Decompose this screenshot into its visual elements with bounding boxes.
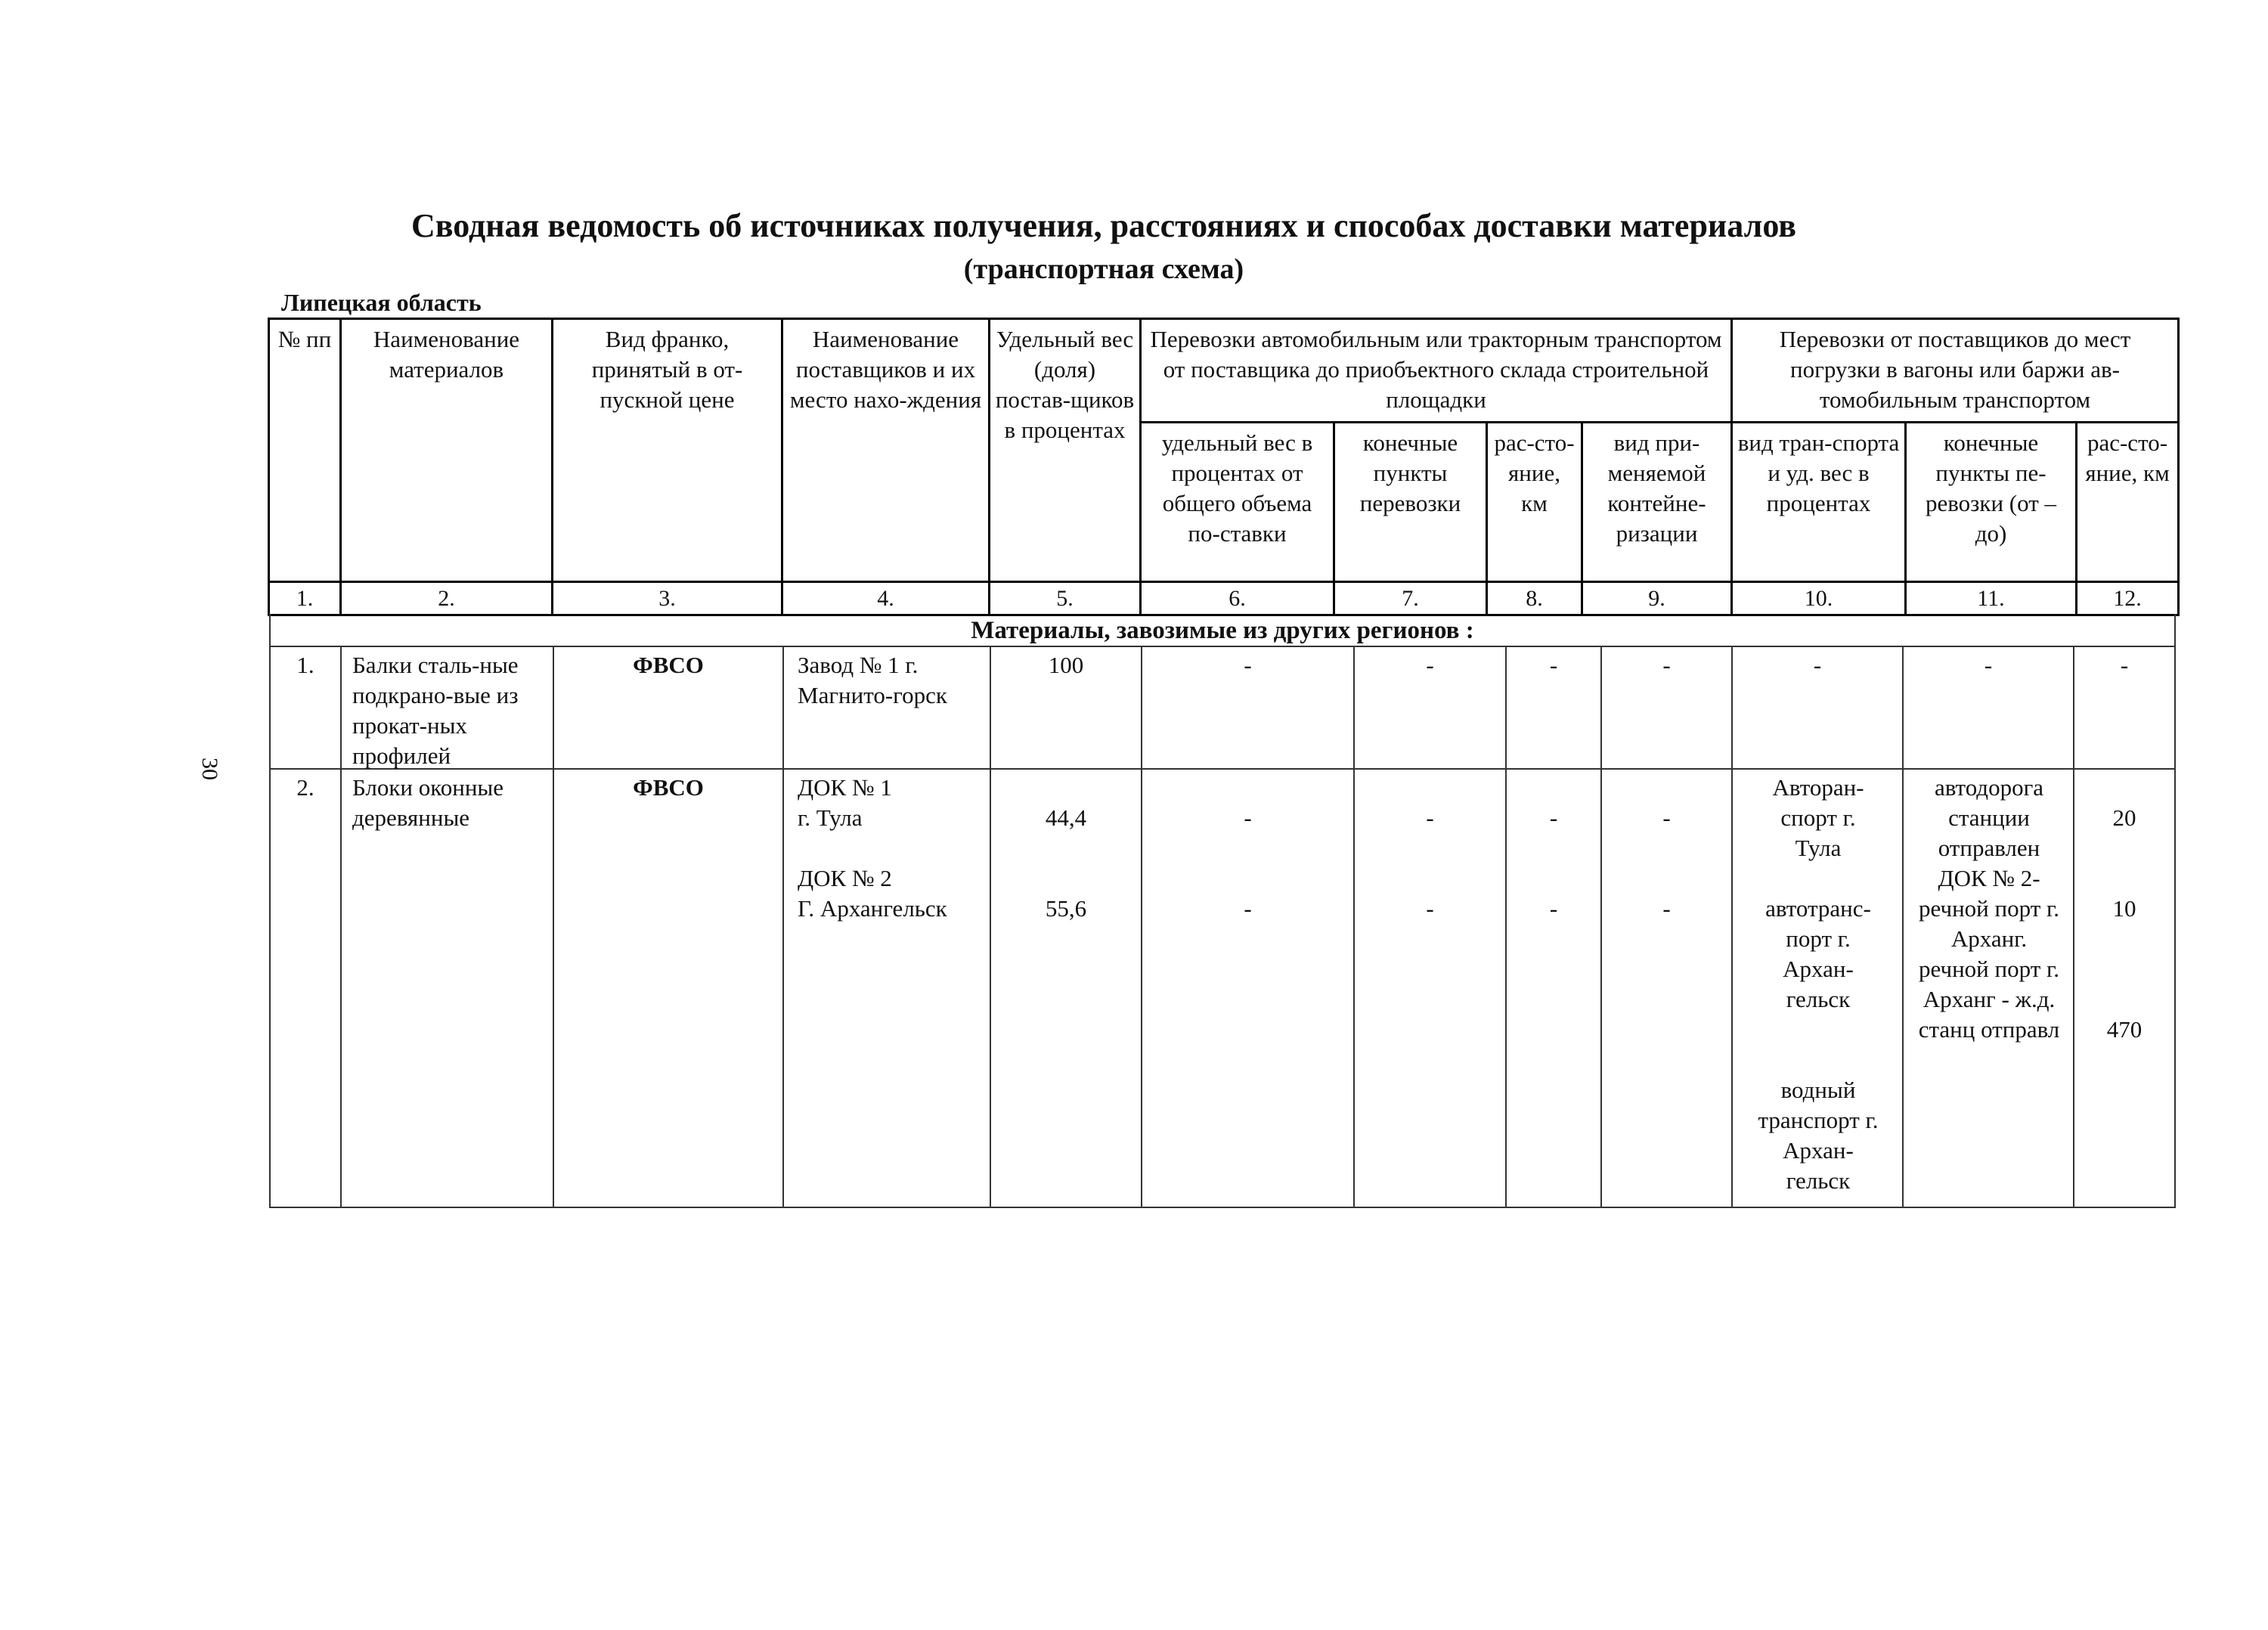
row-number: 2. [296,774,314,801]
distance-value: 10 [2112,895,2136,922]
column-number: 6. [1141,582,1334,615]
header-distance: рас-сто-яние, км [1487,423,1582,582]
franko-type: ФВСО [633,652,704,678]
table-row [269,770,2176,1208]
cell-supplier [782,647,990,768]
page-title: Сводная ведомость об источниках получения, расстояниях и способах доставки материалов [411,207,1797,244]
material-name: Балки сталь-ные подкрано-вые из прокат-ных профилей [352,652,519,769]
column-number: 9. [1582,582,1732,615]
column-number: 11. [1906,582,2077,615]
value-dash: - [1244,652,1252,678]
header-number: № пп [269,319,341,582]
column-number: 3. [553,582,782,615]
header-transport-type: вид тран-спорта и уд. вес в процентах [1732,423,1906,582]
cell-share [990,770,1141,1207]
value-dash: - [1426,895,1434,922]
supplier-name: Завод № 1 г. Магнито-горск [798,652,947,708]
page-number: 30 [197,758,222,780]
cell-end-points [1902,770,2073,1207]
supplier-name: ДОК № 1 [798,774,892,801]
value-dash: - [1244,895,1252,922]
header-supplier-share: Удельный вес (доля) постав-щиков в процентах [990,319,1141,582]
supplier-city: Г. Архангельск [798,895,947,922]
supplier-share: 55,6 [1045,895,1087,922]
route-entry: автодорога станции отправлен [1934,774,2044,861]
supplier-share: 44,4 [1045,804,1087,831]
header-franko: Вид франко, принятый в от-пускной цене [553,319,782,582]
column-number: 8. [1487,582,1582,615]
column-number: 4. [782,582,990,615]
distance-value: 470 [2106,1016,2143,1043]
header-share-of-volume: удельный вес в процентах от общего объема по-ставки [1141,423,1334,582]
cell-franko [553,770,782,1207]
cell-c8 [1505,770,1600,1207]
header-distance-km: рас-сто-яние, км [2077,423,2179,582]
cell-c11 [1902,647,2073,768]
value-dash: - [1662,804,1671,831]
cell-c9 [1600,770,1731,1207]
cell-c6 [1141,647,1353,768]
cell-supplier [782,770,990,1207]
header-group-auto-transport: Перевозки автомобильным или тракторным транспортом от поставщика до приобъектного склада строительной площадки [1141,319,1732,423]
cell-transport-type [1731,770,1902,1207]
cell-c12 [2073,647,2176,768]
cell-c8 [1505,647,1600,768]
value-dash: - [1426,804,1434,831]
column-number: 1. [269,582,341,615]
value-dash: - [1813,652,1822,678]
value-dash: - [1549,804,1558,831]
distance-value: 20 [2112,804,2136,831]
value-dash: - [1662,895,1671,922]
transport-entry: водный транспорт г. Архан-гельск [1758,1077,1879,1194]
franko-type: ФВСО [633,774,704,801]
value-dash: - [1662,652,1671,678]
transport-entry: Авторан-спорт г. Тула [1772,774,1864,861]
cell-number [269,647,340,768]
route-entry: ДОК № 2-речной порт г. Арханг. [1919,865,2059,952]
column-number: 7. [1334,582,1487,615]
header-end-points: конечные пункты перевозки [1334,423,1487,582]
column-number: 12. [2077,582,2179,615]
supplier-name: ДОК № 2 [798,865,892,891]
column-number: 5. [990,582,1141,615]
table-row [269,647,2176,770]
cell-c6 [1141,770,1353,1207]
header-material-name: Наименование материалов [341,319,553,582]
value-dash: - [1549,652,1558,678]
route-entry: речной порт г. Арханг - ж.д. станц отправл [1918,956,2060,1043]
section-title: Материалы, завозимые из других регионов : [269,614,2176,647]
row-number: 1. [296,652,314,678]
header-end-points-from-to: конечные пункты пе-ревозки (от – до) [1906,423,2077,582]
column-number: 10. [1732,582,1906,615]
value-dash: - [2120,652,2129,678]
cell-material [340,770,553,1207]
cell-c7 [1353,770,1505,1207]
supplier-city: г. Тула [798,804,863,831]
value-dash: - [1244,804,1252,831]
value-dash: - [1549,895,1558,922]
cell-share [990,647,1141,768]
supplier-share: 100 [1048,652,1084,678]
page-subtitle: (транспортная схема) [963,253,1244,285]
header-group-loading-transport: Перевозки от поставщиков до мест погрузки в вагоны или баржи ав-томобильным транспортом [1732,319,2179,423]
value-dash: - [1426,652,1434,678]
cell-c7 [1353,647,1505,768]
header-containerization: вид при-меняемой контейне-ризации [1582,423,1732,582]
cell-number [269,770,340,1207]
cell-franko [553,647,782,768]
cell-c10 [1731,647,1902,768]
region-label: Липецкая область [281,289,482,316]
cell-distance [2073,770,2176,1207]
transport-entry: автотранс-порт г. Архан-гельск [1765,895,1871,1012]
column-number: 2. [341,582,553,615]
material-name: Блоки оконные деревянные [352,774,504,831]
cell-c9 [1600,647,1731,768]
cell-material [340,647,553,768]
value-dash: - [1984,652,1993,678]
header-supplier: Наименование поставщиков и их место нахо-ждения [782,319,990,582]
table-header [268,318,2180,616]
